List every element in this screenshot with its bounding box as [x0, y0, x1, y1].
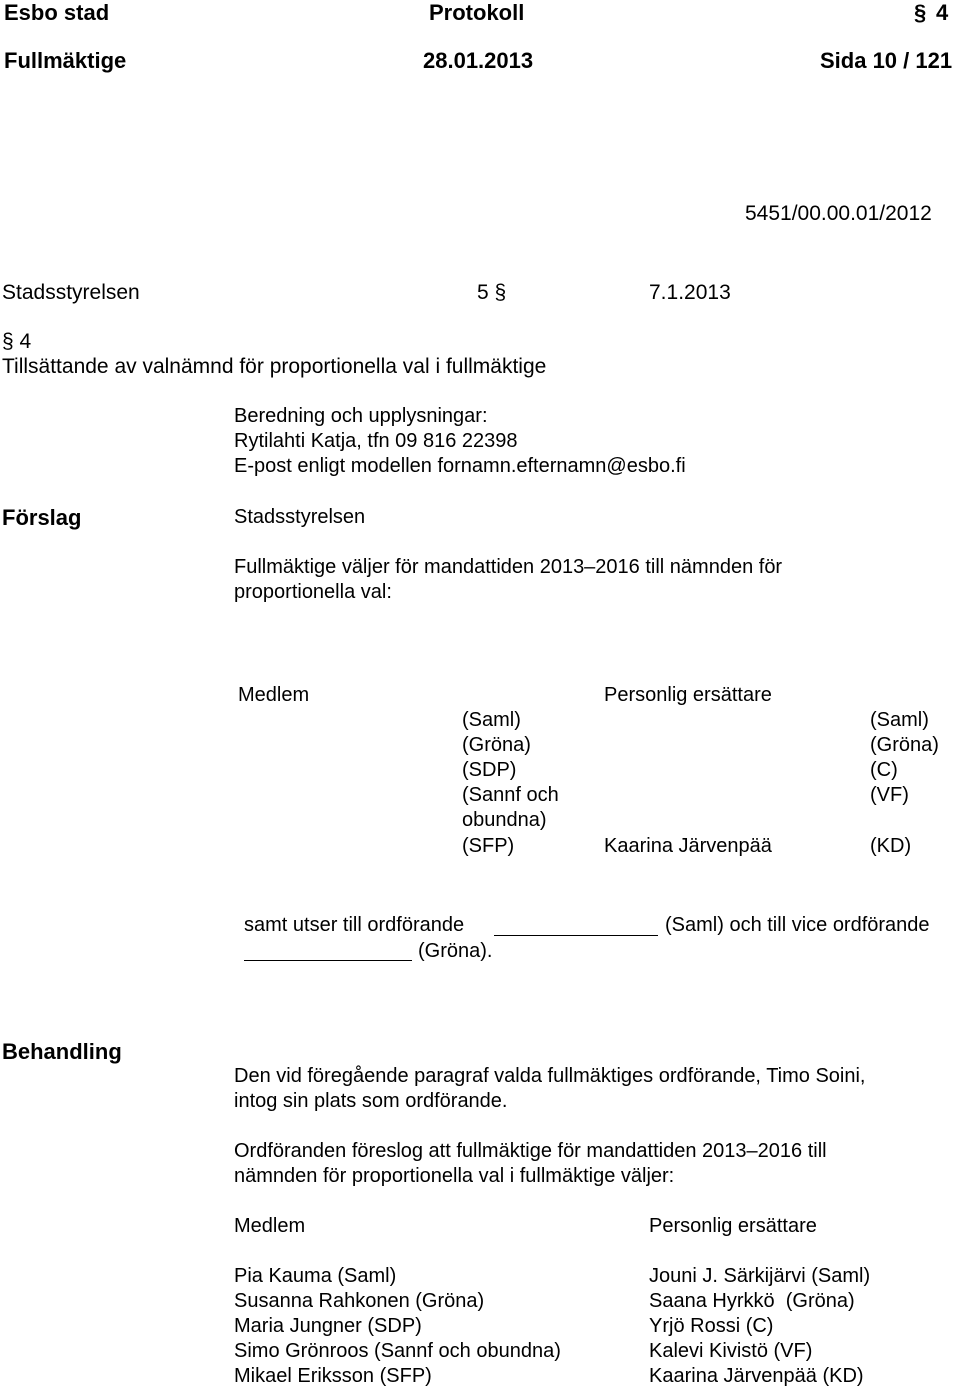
- preparation-line-1: Beredning och upplysningar:: [234, 405, 488, 427]
- proposal-deputy-party: (Saml): [870, 709, 929, 731]
- treatment-p1-line-1: Den vid föregående paragraf valda fullmäktiges ordförande, Timo Soini,: [234, 1065, 866, 1087]
- treatment-deputy: Jouni J. Särkijärvi (Saml): [649, 1265, 871, 1287]
- treatment-member: Susanna Rahkonen (Gröna): [234, 1290, 485, 1312]
- treatment-p2-line-2: nämnden för proportionella val i fullmäktige väljer:: [234, 1165, 675, 1187]
- record-reference: 5451/00.00.01/2012: [745, 202, 932, 225]
- treatment-deputy: Yrjö Rossi (C): [649, 1315, 774, 1337]
- treatment-deputy: Kalevi Kivistö (VF): [649, 1340, 813, 1362]
- prior-section: 5 §: [477, 281, 507, 304]
- proposal-col-deputy: Personlig ersättare: [604, 684, 772, 706]
- proposal-deputy-party: (VF): [870, 784, 909, 806]
- proposal-member-party: (SFP): [462, 835, 515, 857]
- treatment-col-member: Medlem: [234, 1215, 306, 1237]
- proposal-label: Förslag: [2, 505, 82, 530]
- prior-body: Stadsstyrelsen: [2, 281, 140, 304]
- item-section: § 4: [2, 330, 32, 353]
- header-body: Fullmäktige: [4, 48, 127, 73]
- proposal-deputy-party: (C): [870, 759, 898, 781]
- prior-date: 7.1.2013: [649, 281, 731, 304]
- treatment-p1-line-2: intog sin plats som ordförande.: [234, 1090, 508, 1112]
- preparation-email: E-post enligt modellen fornamn.efternamn@esbo.fi: [234, 455, 686, 477]
- proposal-deputy-party: (Gröna): [870, 734, 939, 756]
- treatment-deputy: Saana Hyrkkö (Gröna): [649, 1290, 855, 1312]
- vice-chair-blank: [244, 960, 412, 961]
- proposal-member-party: (SDP): [462, 759, 517, 781]
- header-date: 28.01.2013: [423, 48, 534, 73]
- chair-suffix: (Gröna).: [418, 940, 493, 962]
- proposal-member-party: (Gröna): [462, 734, 531, 756]
- header-page: Sida 10 / 121: [820, 48, 953, 73]
- header-doc-type: Protokoll: [429, 0, 525, 25]
- proposal-member-party: (Saml): [462, 709, 521, 731]
- proposal-deputy-name: Kaarina Järvenpää: [604, 835, 772, 857]
- treatment-member: Mikael Eriksson (SFP): [234, 1365, 432, 1387]
- treatment-label: Behandling: [2, 1039, 122, 1064]
- preparation-line-2: Rytilahti Katja, tfn 09 816 22398: [234, 430, 518, 452]
- header-org: Esbo stad: [4, 0, 110, 25]
- treatment-deputy: Kaarina Järvenpää (KD): [649, 1365, 864, 1387]
- header-section-number: 4: [936, 0, 949, 25]
- section-symbol-icon: §: [914, 0, 927, 25]
- chair-blank: [494, 935, 658, 936]
- proposal-text-line-1: Fullmäktige väljer för mandattiden 2013–2016 till nämnden för: [234, 556, 783, 578]
- treatment-member: Maria Jungner (SDP): [234, 1315, 422, 1337]
- treatment-member: Simo Grönroos (Sannf och obundna): [234, 1340, 561, 1362]
- proposal-text-line-2: proportionella val:: [234, 581, 392, 603]
- chair-prefix: samt utser till ordförande: [244, 914, 465, 936]
- proposal-member-party: (Sannf och: [462, 784, 559, 806]
- item-title: Tillsättande av valnämnd för proportionella val i fullmäktige: [2, 355, 547, 378]
- treatment-p2-line-1: Ordföranden föreslog att fullmäktige för mandattiden 2013–2016 till: [234, 1140, 827, 1162]
- treatment-member: Pia Kauma (Saml): [234, 1265, 397, 1287]
- proposal-deputy-party: (KD): [870, 835, 912, 857]
- treatment-col-deputy: Personlig ersättare: [649, 1215, 817, 1237]
- chair-mid: (Saml) och till vice ordförande: [665, 914, 930, 936]
- proposal-col-member: Medlem: [238, 684, 310, 706]
- proposal-proposer: Stadsstyrelsen: [234, 506, 366, 528]
- proposal-member-party-cont: obundna): [462, 809, 547, 831]
